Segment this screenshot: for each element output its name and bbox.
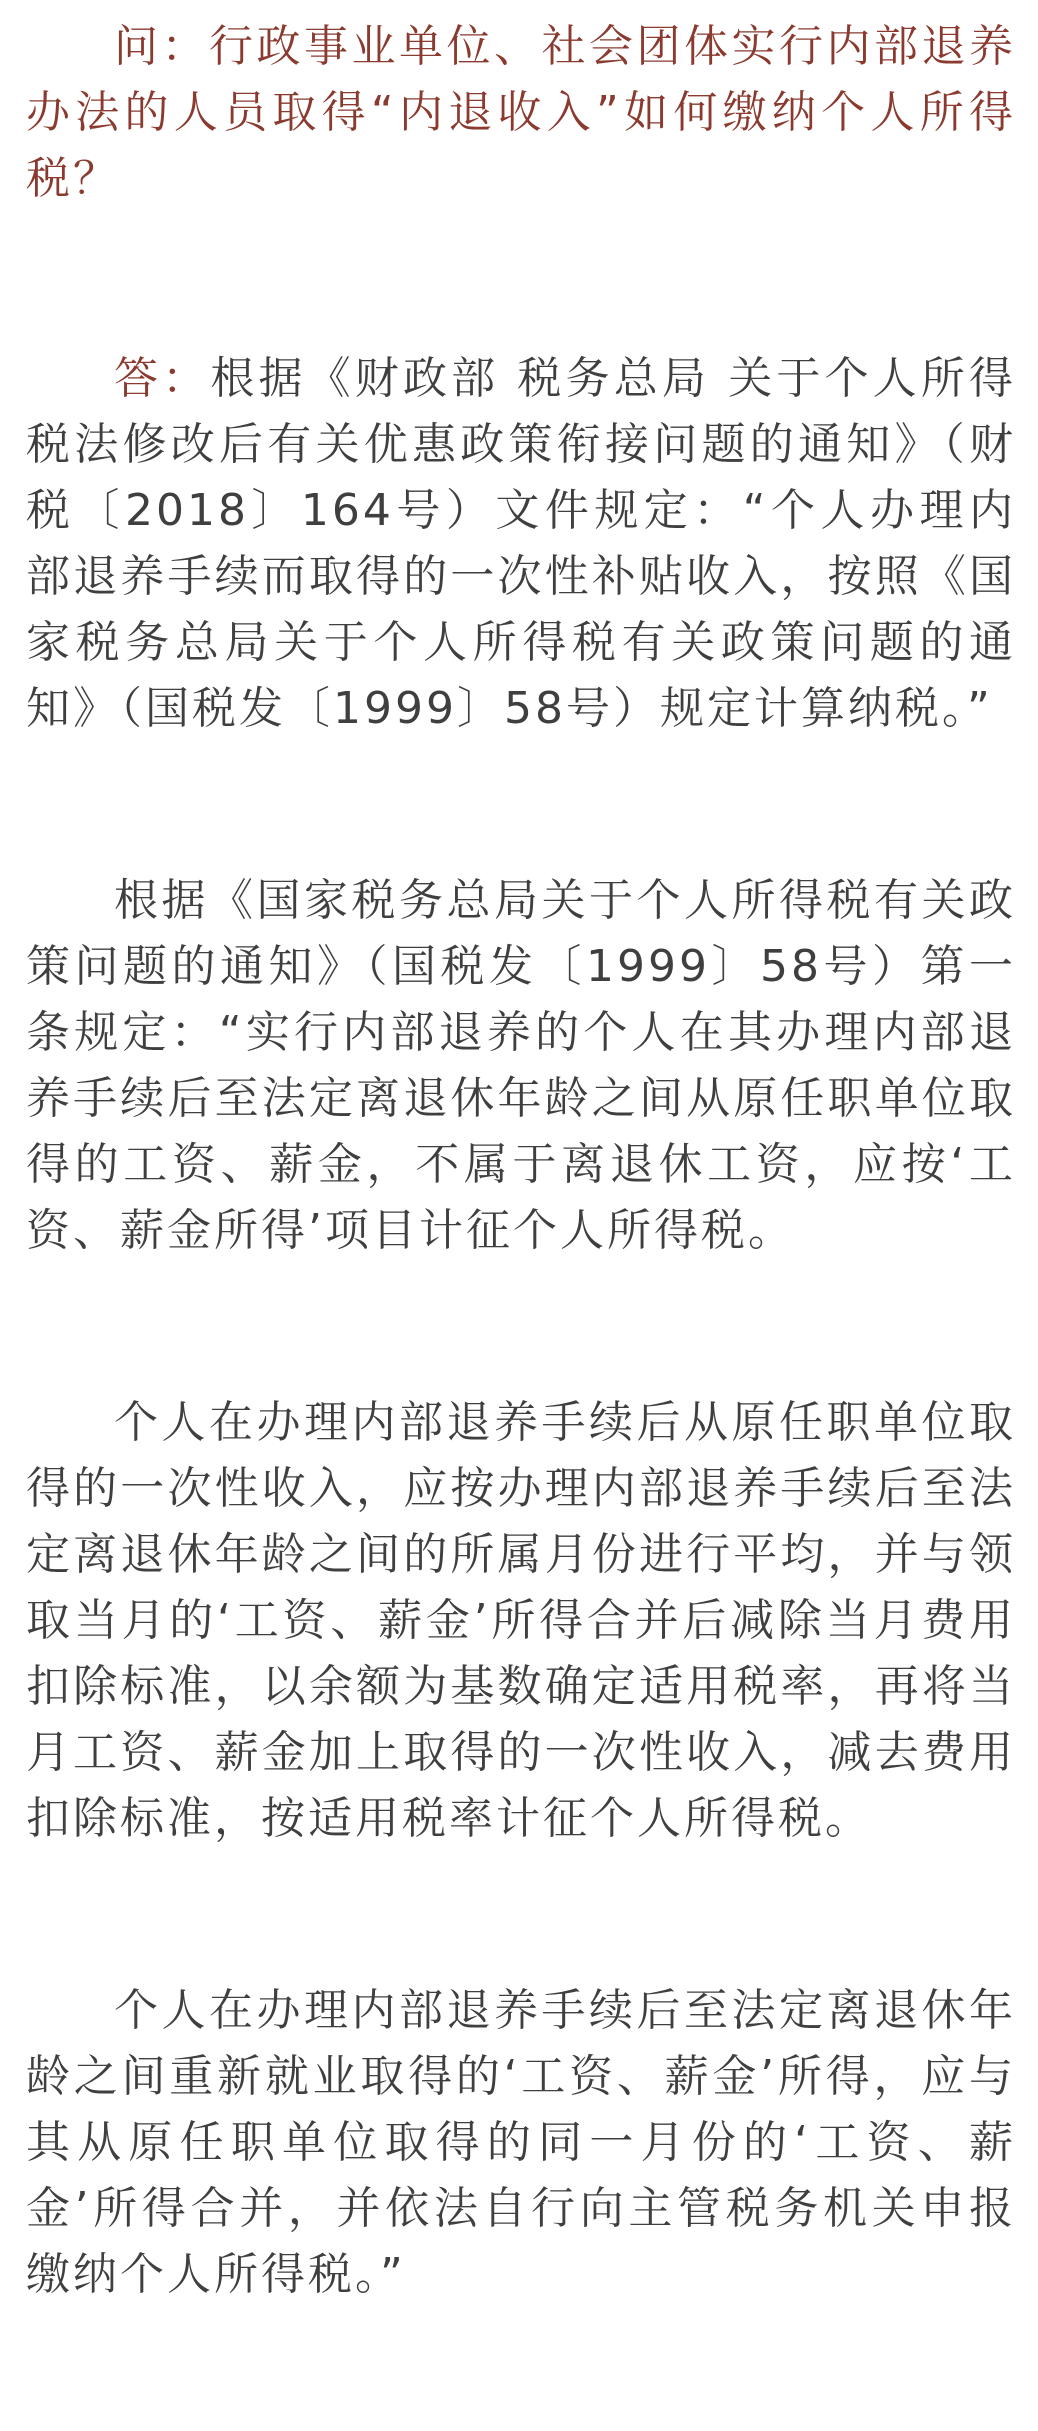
spacer: [26, 212, 1016, 346]
spacer: [26, 742, 1016, 868]
answer-label: 答：: [114, 353, 211, 404]
spacer: [26, 1264, 1016, 1390]
body-paragraph-2: 个人在办理内部退养手续后从原任职单位取得的一次性收入，应按办理内部退养手续后至法定离退休年龄之间的所属月份进行平均，并与领取当月的‘工资、薪金’所得合并后减除当月费用扣除标准，以余额为基数确定适用税率，再将当月工资、薪金加上取得的一次性收入，减去费用扣除标准，按适用税率计征个人所得税。: [26, 1397, 1016, 1844]
spacer: [26, 1852, 1016, 1978]
answer-paragraph: [26, 346, 1016, 742]
body-paragraph-3: 个人在办理内部退养手续后至法定离退休年龄之间重新就业取得的‘工资、薪金’所得，应与其从原任职单位取得的同一月份的‘工资、薪金’所得合并，并依法自行向主管税务机关申报缴纳个人所得税。”: [26, 1985, 1016, 2300]
article-body: [26, 14, 1016, 2308]
body-paragraph-1: 根据《国家税务总局关于个人所得税有关政策问题的通知》（国税发〔1999〕58号）第一条规定：“实行内部退养的个人在其办理内部退养手续后至法定离退休年龄之间从原任职单位取得的工资、薪金，不属于离退休工资，应按‘工资、薪金所得’项目计征个人所得税。: [26, 875, 1016, 1256]
question-paragraph: 问：行政事业单位、社会团体实行内部退养办法的人员取得“内退收入”如何缴纳个人所得税？: [26, 21, 1016, 204]
answer-text: 根据《财政部 税务总局 关于个人所得税法修改后有关优惠政策衔接问题的通知》（财税〔2018〕164号）文件规定：“个人办理内部退养手续而取得的一次性补贴收入，按照《国家税务总局关于个人所得税有关政策问题的通知》（国税发〔1999〕58号）规定计算纳税。”: [26, 353, 1016, 734]
